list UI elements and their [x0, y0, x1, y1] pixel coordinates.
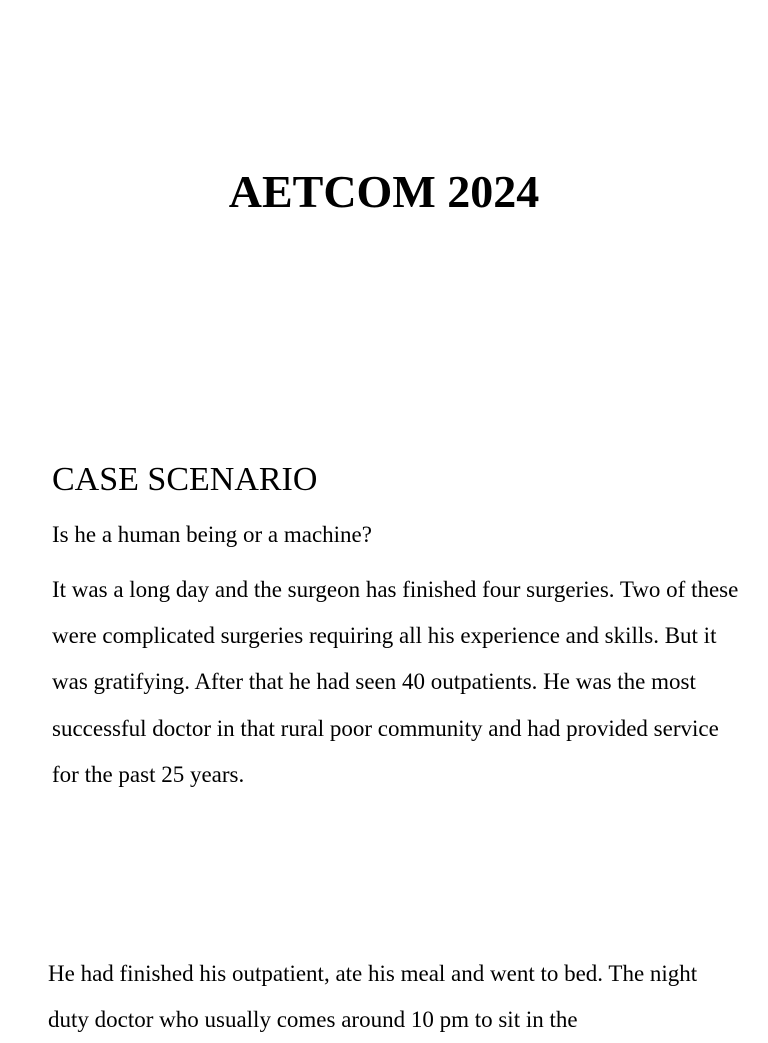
body-paragraph: He had finished his outpatient, ate his meal and went to bed. The night duty doctor who usually comes around 10 pm to sit in the [48, 961, 698, 1033]
page-title: AETCOM 2024 [228, 166, 540, 217]
body-paragraph: It was a long day and the surgeon has finished four surgeries. Two of these were complicated surgeries requiring all his experience and skills. But it was gratifying. After that he had seen 40 outpatients. He was the most successful doctor in that rural poor community and had provided service for the past 25 years. [52, 577, 739, 787]
section-heading: CASE SCENARIO [52, 461, 318, 498]
case-subtitle: Is he a human being or a machine? [52, 522, 372, 547]
